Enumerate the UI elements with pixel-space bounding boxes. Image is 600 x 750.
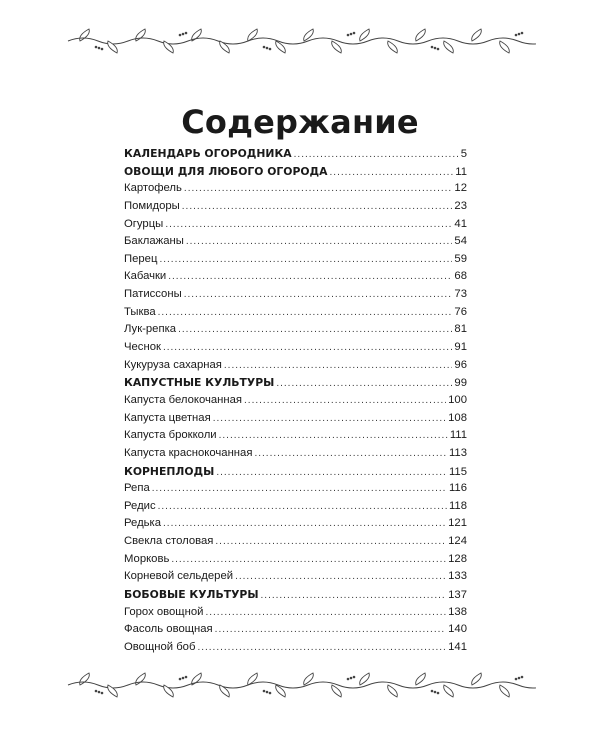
berry-icon <box>353 676 356 679</box>
leaf-vine-ornament-top <box>66 26 536 56</box>
table-of-contents <box>124 145 467 657</box>
leaf-icon <box>80 673 90 685</box>
toc-section <box>124 586 467 604</box>
toc-page-number: 116 <box>448 482 467 495</box>
leaf-icon <box>388 41 398 53</box>
toc-page-number: 76 <box>454 305 467 318</box>
leaf-icon <box>500 685 510 697</box>
vine-stem <box>68 38 536 44</box>
toc-entry <box>124 551 467 569</box>
dot-leader <box>235 568 446 586</box>
berry-icon <box>521 32 524 35</box>
toc-entry-title: Лук-репка <box>124 323 177 336</box>
toc-page-number: 96 <box>454 358 467 371</box>
dot-leader <box>213 410 446 428</box>
toc-page-number: 91 <box>454 341 467 354</box>
dot-leader <box>184 286 453 304</box>
dot-leader <box>215 621 446 639</box>
bottom-leaf-border <box>66 670 536 700</box>
dot-leader <box>182 198 453 216</box>
toc-entry <box>124 427 467 445</box>
berry-icon <box>101 48 104 51</box>
berry-icon <box>266 691 269 694</box>
berry-icon <box>269 692 272 695</box>
leaf-icon <box>472 673 482 685</box>
berry-icon <box>185 32 188 35</box>
toc-entry <box>124 216 467 234</box>
toc-entry-title: Фасоль овощная <box>124 623 213 636</box>
toc-page-number: 138 <box>448 605 467 618</box>
berry-icon <box>347 678 350 681</box>
toc-page-number: 141 <box>448 640 467 653</box>
toc-entry <box>124 233 467 251</box>
berry-icon <box>263 46 266 49</box>
leaf-icon <box>164 41 174 53</box>
toc-page-number: 118 <box>448 499 467 512</box>
toc-entry <box>124 339 467 357</box>
dot-leader <box>330 164 454 182</box>
toc-page-number: 41 <box>454 217 467 230</box>
toc-entry-title: КАЛЕНДАРЬ ОГОРОДНИКА <box>124 147 292 160</box>
berry-icon <box>431 46 434 49</box>
berry-icon <box>521 676 524 679</box>
toc-entry <box>124 180 467 198</box>
toc-section <box>124 145 467 163</box>
toc-entry-title: Корневой сельдерей <box>124 570 234 583</box>
dot-leader <box>254 445 447 463</box>
berry-icon <box>515 678 518 681</box>
dot-leader <box>159 251 452 269</box>
toc-page-number: 140 <box>448 623 467 636</box>
dot-leader <box>178 321 452 339</box>
toc-entry-title: Овощной боб <box>124 640 196 653</box>
leaf-icon <box>444 41 454 53</box>
dot-leader <box>152 480 447 498</box>
toc-entry <box>124 304 467 322</box>
leaf-icon <box>388 685 398 697</box>
toc-entry-title: Огурцы <box>124 217 164 230</box>
dot-leader <box>168 268 452 286</box>
berry-icon <box>266 47 269 50</box>
toc-entry <box>124 357 467 375</box>
toc-page-number: 100 <box>448 393 467 406</box>
berry-icon <box>98 691 101 694</box>
leaf-icon <box>416 29 426 41</box>
leaf-icon <box>472 29 482 41</box>
toc-page-number: 128 <box>448 552 467 565</box>
leaf-icon <box>444 685 454 697</box>
top-leaf-border <box>66 26 536 56</box>
toc-entry <box>124 392 467 410</box>
toc-entry <box>124 568 467 586</box>
berry-icon <box>350 33 353 36</box>
berry-icon <box>98 47 101 50</box>
toc-page-number: 124 <box>448 535 467 548</box>
toc-entry-title: КОРНЕПЛОДЫ <box>124 464 215 478</box>
toc-entry-title: Тыква <box>124 305 156 318</box>
berry-icon <box>101 692 104 695</box>
toc-entry-title: Капуста краснокочанная <box>124 446 253 459</box>
toc-entry-title: Горох овощной <box>124 605 204 618</box>
toc-section <box>124 463 467 481</box>
page-title: Содержание <box>181 103 419 142</box>
dot-leader <box>244 392 446 410</box>
berry-icon <box>431 690 434 693</box>
toc-page-number: 115 <box>448 465 467 478</box>
berry-icon <box>518 33 521 36</box>
dot-leader <box>224 357 453 375</box>
toc-entry <box>124 639 467 657</box>
berry-icon <box>95 690 98 693</box>
toc-entry <box>124 533 467 551</box>
toc-page-number: 121 <box>448 517 467 530</box>
toc-page-number: 133 <box>448 570 467 583</box>
toc-entry-title: Капуста белокочанная <box>124 393 243 406</box>
toc-entry <box>124 445 467 463</box>
toc-page-number: 81 <box>454 323 467 336</box>
toc-page-number: 23 <box>454 199 467 212</box>
dot-leader <box>215 533 446 551</box>
berry-icon <box>437 692 440 695</box>
toc-entry-title: Редис <box>124 499 156 512</box>
toc-entry <box>124 286 467 304</box>
toc-entry-title: БОБОВЫЕ КУЛЬТУРЫ <box>124 588 259 602</box>
berry-icon <box>179 34 182 37</box>
berry-icon <box>182 33 185 36</box>
toc-page-number: 113 <box>448 446 467 459</box>
berry-icon <box>185 676 188 679</box>
toc-entry-title: Капуста брокколи <box>124 429 217 442</box>
leaf-icon <box>136 673 146 685</box>
leaf-icon <box>332 41 342 53</box>
toc-page-number: 108 <box>448 411 467 424</box>
leaf-icon <box>80 29 90 41</box>
dot-leader <box>205 604 446 622</box>
leaf-icon <box>108 41 118 53</box>
toc-entry-title: Кабачки <box>124 270 167 283</box>
toc-entry <box>124 251 467 269</box>
leaf-icon <box>164 685 174 697</box>
toc-entry <box>124 321 467 339</box>
toc-entry-title: ОВОЩИ ДЛЯ ЛЮБОГО ОГОРОДА <box>124 164 328 178</box>
berry-icon <box>434 691 437 694</box>
toc-entry-title: Свекла столовая <box>124 535 214 548</box>
dot-leader <box>163 339 452 357</box>
toc-page-number: 11 <box>455 165 467 178</box>
toc-entry <box>124 604 467 622</box>
dot-leader <box>216 464 447 482</box>
toc-entry-title: Морковь <box>124 552 170 565</box>
dot-leader <box>276 375 452 393</box>
berry-icon <box>179 678 182 681</box>
dot-leader <box>158 498 447 516</box>
toc-page-number: 68 <box>454 270 467 283</box>
leaf-icon <box>108 685 118 697</box>
leaf-icon <box>360 29 370 41</box>
berry-icon <box>95 46 98 49</box>
leaf-vine-ornament-bottom <box>66 670 536 700</box>
leaf-icon <box>360 673 370 685</box>
dot-leader <box>158 304 453 322</box>
leaf-icon <box>500 41 510 53</box>
toc-entry <box>124 268 467 286</box>
dot-leader <box>171 551 446 569</box>
berry-icon <box>353 32 356 35</box>
berry-icon <box>263 690 266 693</box>
toc-entry-title: КАПУСТНЫЕ КУЛЬТУРЫ <box>124 376 275 390</box>
dot-leader <box>186 233 453 251</box>
dot-leader <box>165 216 452 234</box>
toc-entry <box>124 498 467 516</box>
leaf-icon <box>332 685 342 697</box>
toc-entry <box>124 480 467 498</box>
toc-entry <box>124 621 467 639</box>
toc-page-number: 137 <box>448 589 467 602</box>
berry-icon <box>347 34 350 37</box>
leaf-icon <box>416 673 426 685</box>
berry-icon <box>518 677 521 680</box>
toc-entry-title: Баклажаны <box>124 235 184 248</box>
toc-entry-title: Картофель <box>124 182 182 195</box>
dot-leader <box>261 587 447 605</box>
berry-icon <box>269 48 272 51</box>
toc-entry-title: Перец <box>124 252 158 265</box>
toc-page-number: 12 <box>454 182 467 195</box>
toc-entry-title: Капуста цветная <box>124 411 211 424</box>
dot-leader <box>197 639 446 657</box>
toc-entry-title: Репа <box>124 482 150 495</box>
toc-section <box>124 163 467 181</box>
berry-icon <box>437 48 440 51</box>
toc-entry-title: Чеснок <box>124 341 161 354</box>
toc-section <box>124 374 467 392</box>
toc-page-number: 5 <box>460 148 467 160</box>
dot-leader <box>294 146 459 164</box>
dot-leader <box>184 180 453 198</box>
dot-leader <box>219 427 448 445</box>
toc-entry-title: Кукуруза сахарная <box>124 358 222 371</box>
dot-leader <box>163 515 446 533</box>
toc-page-number: 99 <box>454 377 467 390</box>
toc-page-number: 111 <box>449 429 467 442</box>
toc-entry-title: Редька <box>124 517 162 530</box>
toc-entry-title: Патиссоны <box>124 288 182 301</box>
berry-icon <box>434 47 437 50</box>
leaf-icon <box>136 29 146 41</box>
toc-page-number: 54 <box>454 235 467 248</box>
toc-entry <box>124 410 467 428</box>
toc-entry-title: Помидоры <box>124 199 180 212</box>
toc-page-number: 73 <box>454 288 467 301</box>
vine-stem <box>68 682 536 688</box>
toc-entry <box>124 515 467 533</box>
berry-icon <box>515 34 518 37</box>
toc-entry <box>124 198 467 216</box>
berry-icon <box>350 677 353 680</box>
berry-icon <box>182 677 185 680</box>
toc-page-number: 59 <box>454 252 467 265</box>
